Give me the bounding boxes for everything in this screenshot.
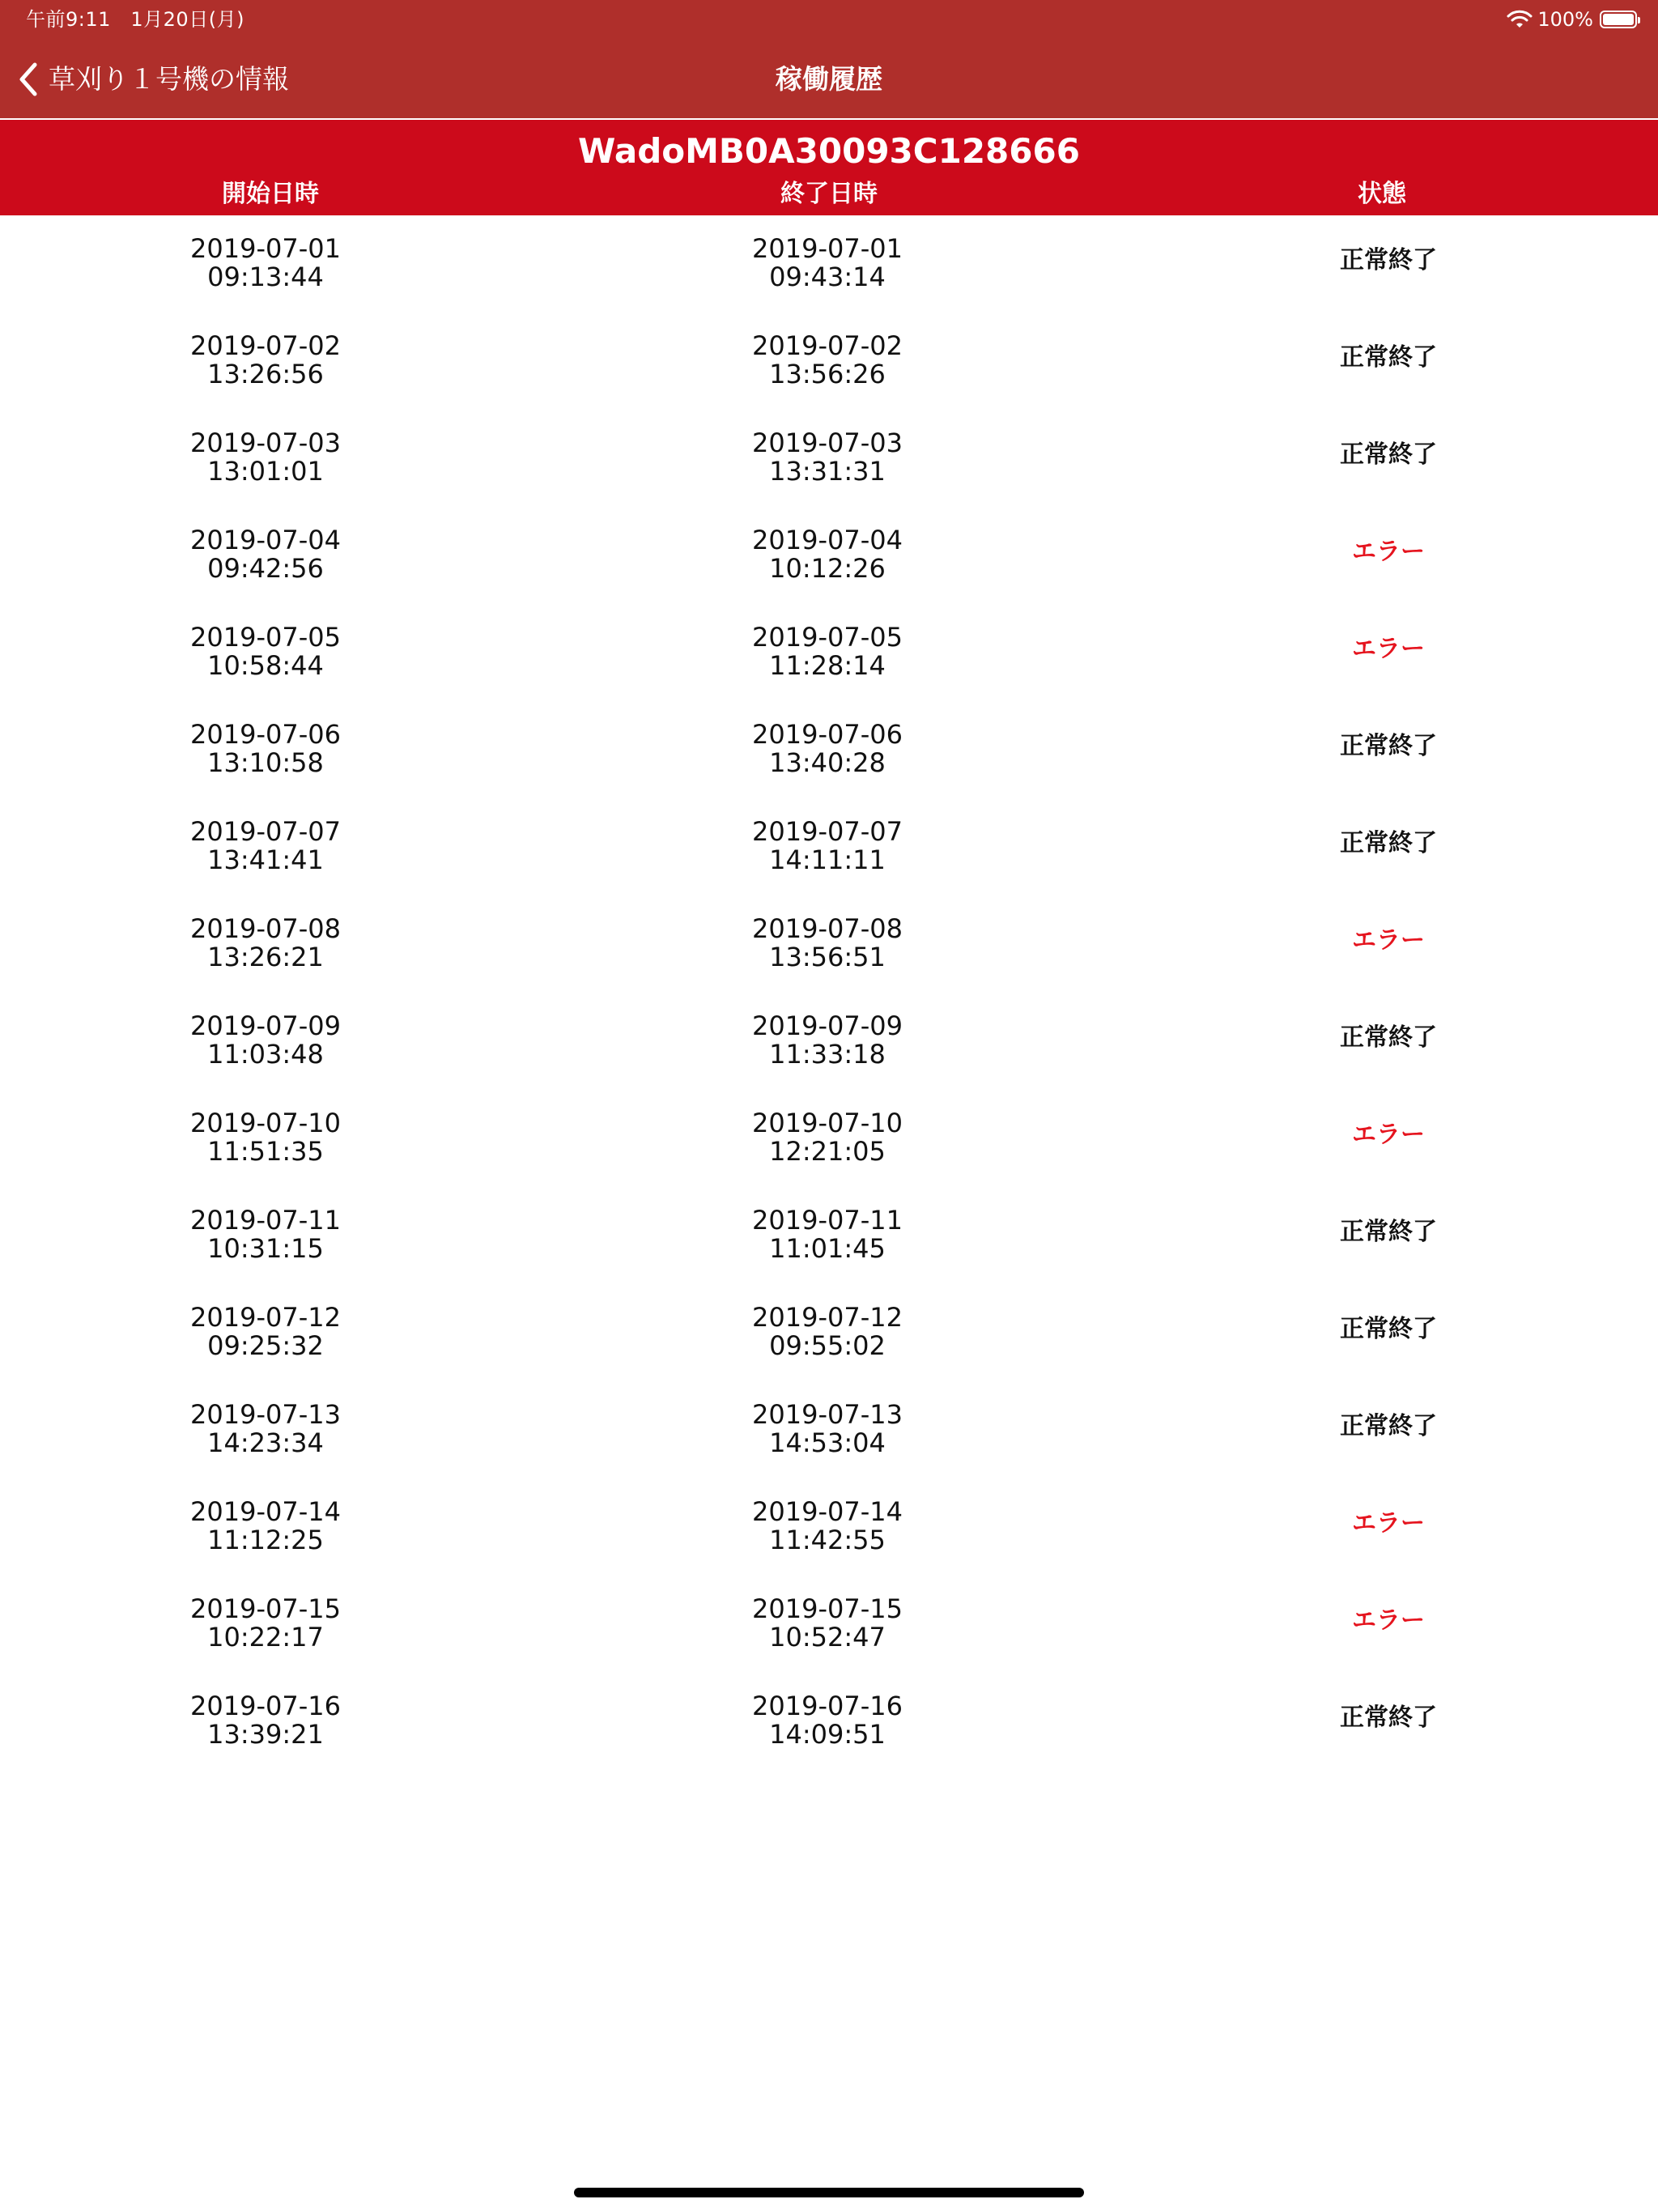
table-row[interactable] (0, 215, 1658, 313)
end-datetime (682, 1401, 973, 1457)
end-time: 14:53:04 (769, 1427, 886, 1458)
end-datetime (682, 1109, 973, 1166)
end-datetime (682, 1206, 973, 1263)
battery-icon (1600, 11, 1637, 28)
status-label: 正常終了 (1340, 1704, 1437, 1732)
battery-level-fill (1603, 14, 1634, 25)
start-time: 10:58:44 (207, 650, 324, 681)
start-date: 2019-07-15 (190, 1593, 341, 1624)
start-time: 11:12:25 (207, 1525, 324, 1555)
start-date: 2019-07-06 (190, 719, 341, 750)
end-time: 11:28:14 (769, 650, 886, 681)
start-date: 2019-07-04 (190, 525, 341, 555)
start-datetime (120, 429, 411, 486)
end-datetime (682, 235, 973, 291)
battery-percentage: 100% (1537, 8, 1593, 31)
table-row[interactable] (0, 701, 1658, 798)
end-date: 2019-07-05 (752, 622, 903, 653)
end-datetime (682, 526, 973, 583)
table-row[interactable] (0, 1478, 1658, 1576)
end-datetime (682, 429, 973, 486)
end-time: 13:31:31 (769, 456, 886, 487)
start-date: 2019-07-01 (190, 233, 341, 264)
start-time: 13:39:21 (207, 1719, 324, 1750)
table-row[interactable] (0, 313, 1658, 410)
table-row[interactable] (0, 604, 1658, 701)
status-label: エラー (1352, 538, 1425, 566)
status-label: 正常終了 (1340, 440, 1437, 469)
start-time: 10:31:15 (207, 1233, 324, 1264)
start-time: 13:01:01 (207, 456, 324, 487)
status-label: 正常終了 (1340, 343, 1437, 372)
back-button-label: 草刈り１号機の情報 (49, 63, 289, 95)
status-label: 正常終了 (1340, 1315, 1437, 1343)
end-time: 13:56:26 (769, 359, 886, 389)
start-date: 2019-07-10 (190, 1108, 341, 1138)
end-time: 09:55:02 (769, 1330, 886, 1361)
table-row[interactable] (0, 1187, 1658, 1284)
start-date: 2019-07-13 (190, 1399, 341, 1430)
end-date: 2019-07-11 (752, 1205, 903, 1236)
end-datetime (682, 332, 973, 389)
start-datetime (120, 818, 411, 874)
end-time: 13:56:51 (769, 942, 886, 972)
end-date: 2019-07-10 (752, 1108, 903, 1138)
start-date: 2019-07-09 (190, 1010, 341, 1041)
status-label: エラー (1352, 926, 1425, 955)
start-datetime (120, 1401, 411, 1457)
end-date: 2019-07-02 (752, 330, 903, 361)
start-time: 13:10:58 (207, 747, 324, 778)
status-label: 正常終了 (1340, 732, 1437, 760)
end-time: 10:12:26 (769, 553, 886, 584)
end-datetime (682, 915, 973, 972)
start-time: 11:51:35 (207, 1136, 324, 1167)
start-datetime (120, 1595, 411, 1652)
end-date: 2019-07-04 (752, 525, 903, 555)
end-date: 2019-07-14 (752, 1496, 903, 1527)
home-indicator (574, 2188, 1084, 2197)
status-label: エラー (1352, 1121, 1425, 1149)
end-datetime (682, 1595, 973, 1652)
start-date: 2019-07-08 (190, 913, 341, 944)
start-datetime (120, 1012, 411, 1069)
end-datetime (682, 1498, 973, 1555)
start-datetime (120, 526, 411, 583)
status-label: 正常終了 (1340, 1412, 1437, 1440)
end-time: 13:40:28 (769, 747, 886, 778)
table-row[interactable] (0, 895, 1658, 993)
end-date: 2019-07-03 (752, 428, 903, 458)
start-time: 14:23:34 (207, 1427, 324, 1458)
status-label: エラー (1352, 1509, 1425, 1538)
status-bar-time: 午前9:11 1月20日(月) (26, 8, 244, 31)
start-time: 10:22:17 (207, 1622, 324, 1653)
table-row[interactable] (0, 1381, 1658, 1478)
end-datetime (682, 1304, 973, 1360)
end-datetime (682, 721, 973, 777)
end-time: 14:11:11 (769, 844, 886, 875)
start-datetime (120, 1109, 411, 1166)
start-time: 13:41:41 (207, 844, 324, 875)
navigation-bar (0, 0, 1658, 118)
start-time: 09:13:44 (207, 262, 324, 292)
start-time: 09:25:32 (207, 1330, 324, 1361)
column-header-status: 状態 (1358, 180, 1406, 208)
device-header (0, 120, 1658, 215)
wifi-icon (1507, 10, 1533, 29)
end-datetime (682, 623, 973, 680)
start-time: 11:03:48 (207, 1039, 324, 1070)
start-datetime (120, 332, 411, 389)
start-datetime (120, 235, 411, 291)
end-date: 2019-07-15 (752, 1593, 903, 1624)
end-datetime (682, 1692, 973, 1749)
start-time: 13:26:21 (207, 942, 324, 972)
start-datetime (120, 915, 411, 972)
start-datetime (120, 1692, 411, 1749)
device-id: WadoMB0A30093C128666 (578, 131, 1080, 171)
end-date: 2019-07-12 (752, 1302, 903, 1333)
end-time: 11:33:18 (769, 1039, 886, 1070)
table-row[interactable] (0, 1090, 1658, 1187)
start-datetime (120, 1304, 411, 1360)
table-row[interactable] (0, 1284, 1658, 1381)
table-row[interactable] (0, 993, 1658, 1090)
end-date: 2019-07-07 (752, 816, 903, 847)
end-date: 2019-07-08 (752, 913, 903, 944)
start-date: 2019-07-07 (190, 816, 341, 847)
start-time: 09:42:56 (207, 553, 324, 584)
status-label: 正常終了 (1340, 246, 1437, 274)
end-date: 2019-07-09 (752, 1010, 903, 1041)
end-time: 12:21:05 (769, 1136, 886, 1167)
start-date: 2019-07-03 (190, 428, 341, 458)
start-date: 2019-07-05 (190, 622, 341, 653)
end-date: 2019-07-01 (752, 233, 903, 264)
start-datetime (120, 1206, 411, 1263)
end-datetime (682, 1012, 973, 1069)
start-date: 2019-07-12 (190, 1302, 341, 1333)
status-label: エラー (1352, 1606, 1425, 1635)
end-date: 2019-07-06 (752, 719, 903, 750)
end-time: 14:09:51 (769, 1719, 886, 1750)
end-time: 11:01:45 (769, 1233, 886, 1264)
start-datetime (120, 1498, 411, 1555)
table-row[interactable] (0, 1673, 1658, 1770)
end-date: 2019-07-13 (752, 1399, 903, 1430)
end-time: 11:42:55 (769, 1525, 886, 1555)
end-time: 10:52:47 (769, 1622, 886, 1653)
table-row[interactable] (0, 507, 1658, 604)
table-row[interactable] (0, 1576, 1658, 1673)
start-date: 2019-07-11 (190, 1205, 341, 1236)
start-datetime (120, 721, 411, 777)
status-bar-indicators (1507, 5, 1637, 34)
table-row[interactable] (0, 410, 1658, 507)
end-datetime (682, 818, 973, 874)
history-list[interactable] (0, 215, 1658, 1770)
end-date: 2019-07-16 (752, 1691, 903, 1721)
start-date: 2019-07-02 (190, 330, 341, 361)
status-label: 正常終了 (1340, 1023, 1437, 1052)
start-datetime (120, 623, 411, 680)
column-header-end: 終了日時 (780, 180, 878, 208)
end-time: 09:43:14 (769, 262, 886, 292)
column-header-start: 開始日時 (222, 180, 319, 208)
start-time: 13:26:56 (207, 359, 324, 389)
status-label: エラー (1352, 635, 1425, 663)
start-date: 2019-07-16 (190, 1691, 341, 1721)
status-label: 正常終了 (1340, 829, 1437, 857)
table-row[interactable] (0, 798, 1658, 895)
start-date: 2019-07-14 (190, 1496, 341, 1527)
status-label: 正常終了 (1340, 1218, 1437, 1246)
page-title: 稼働履歴 (776, 63, 882, 95)
